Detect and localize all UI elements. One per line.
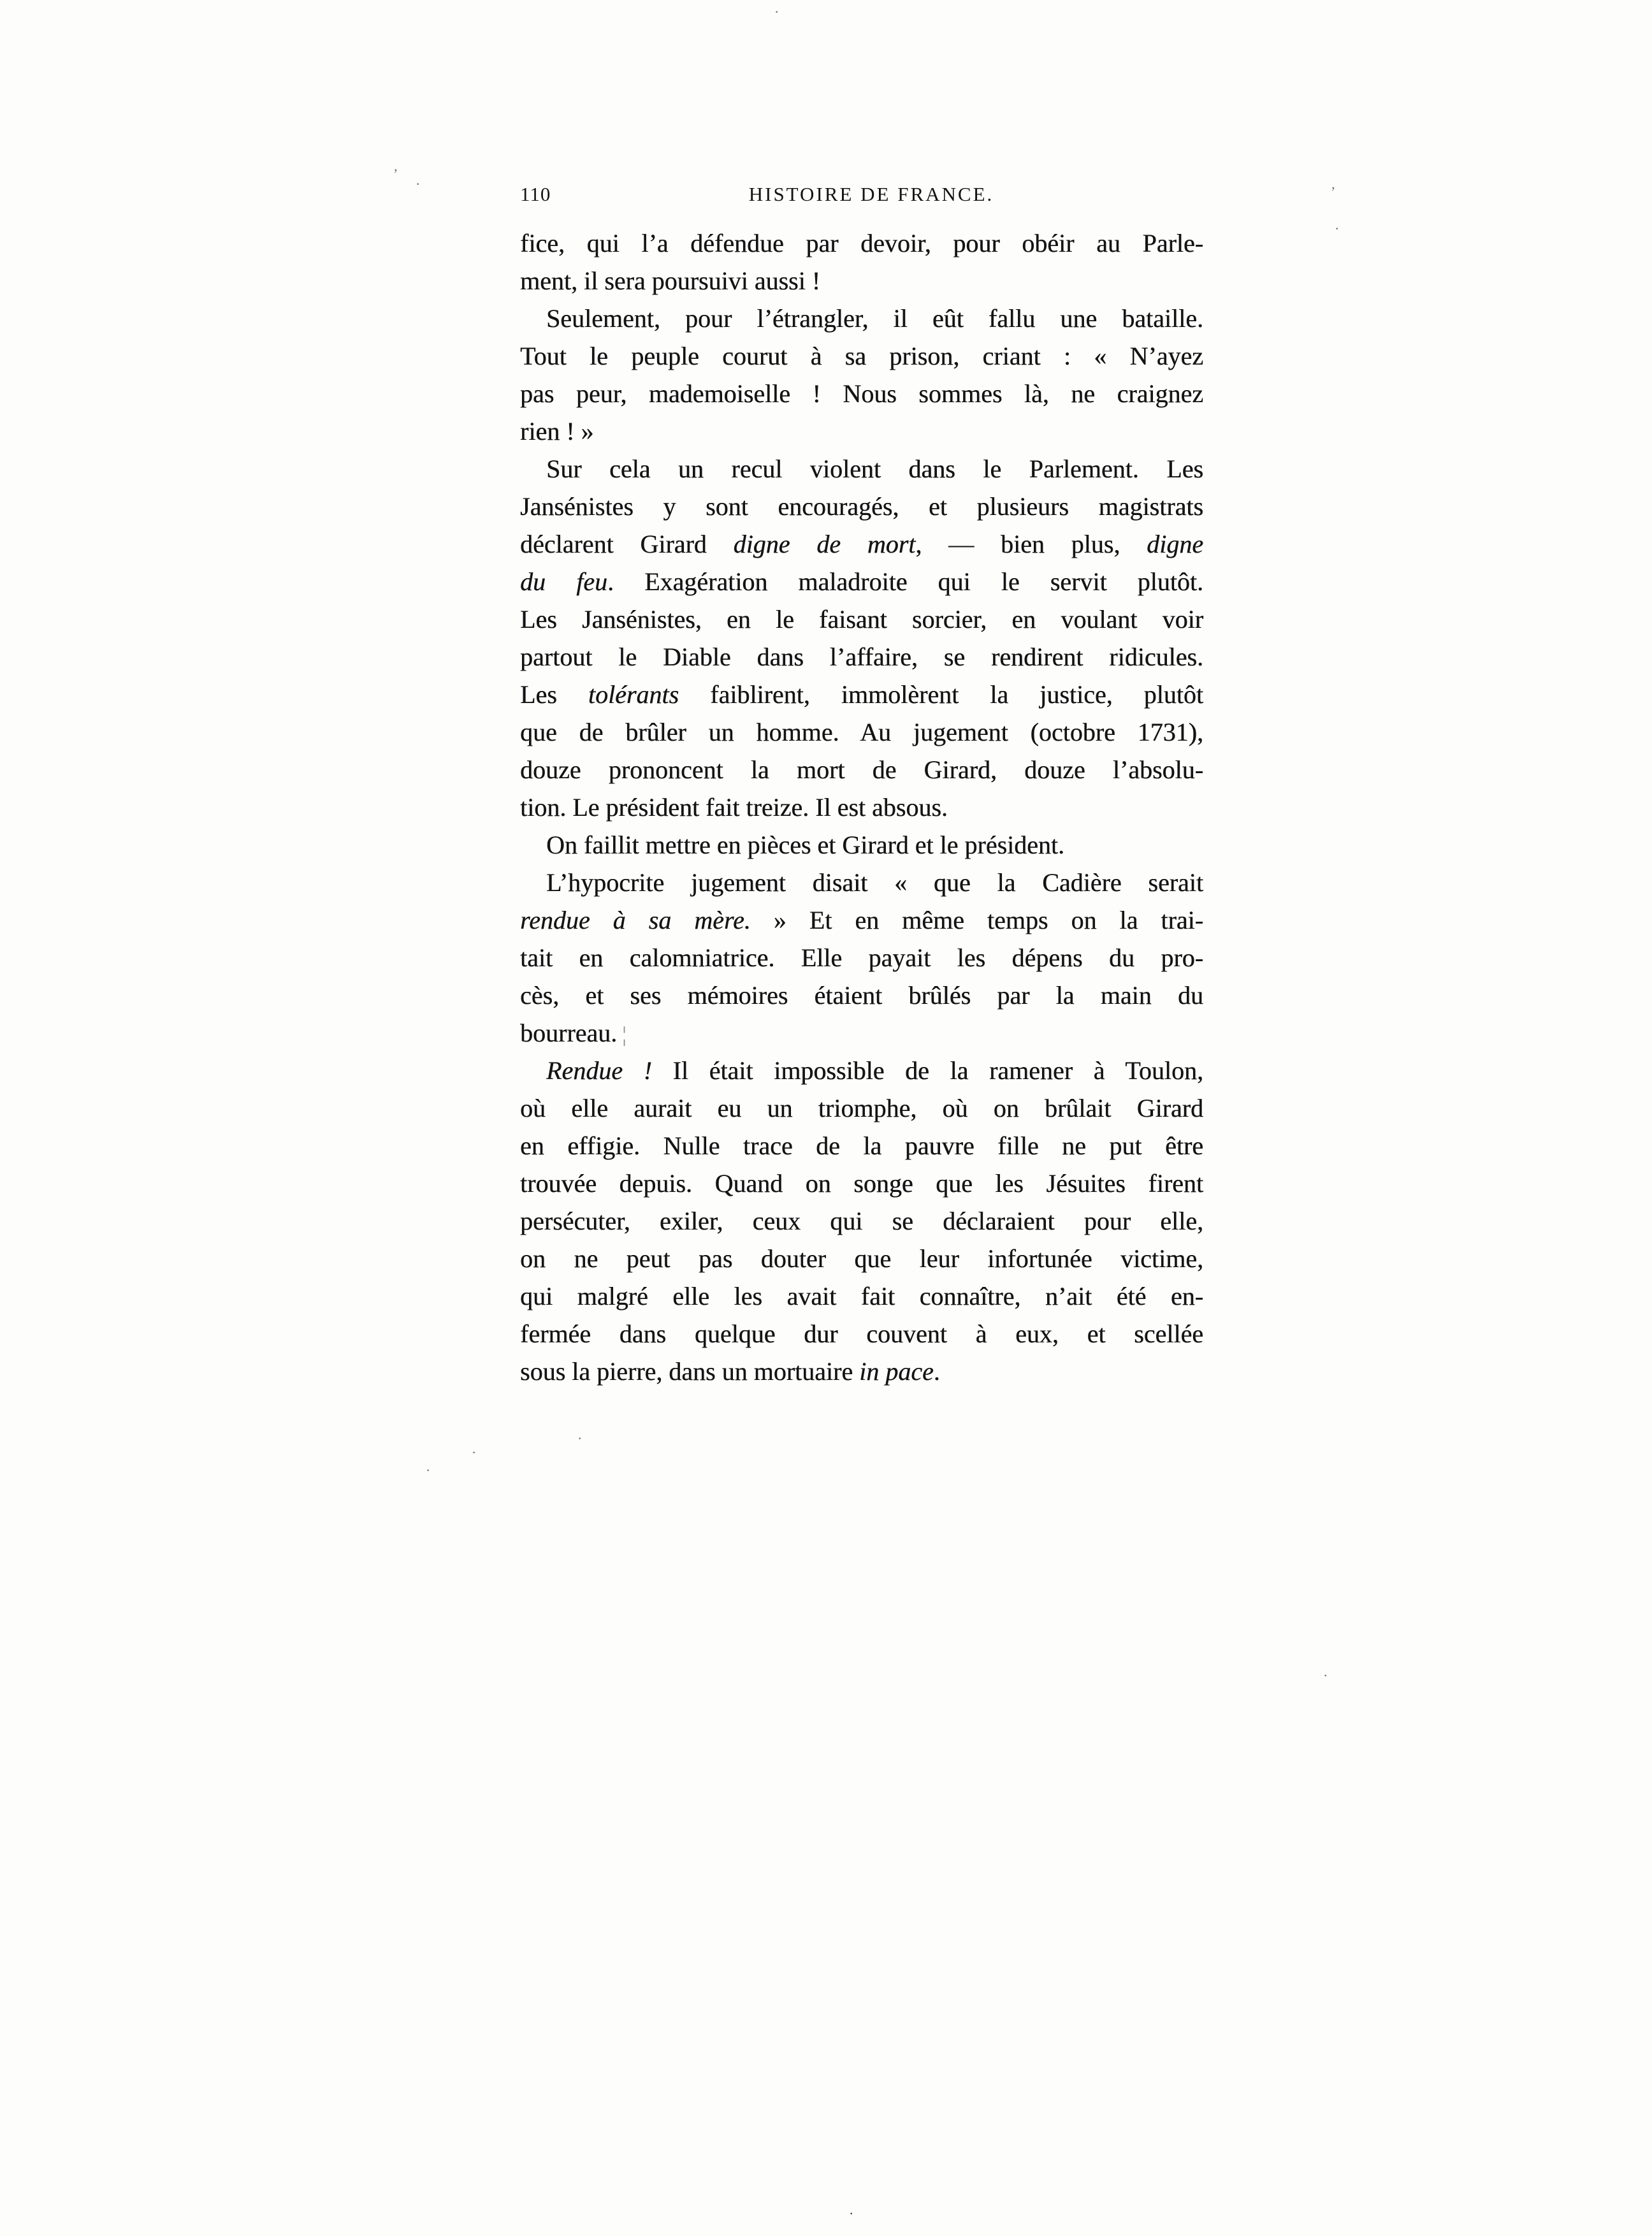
text-line <box>520 751 1203 788</box>
text-line <box>520 375 1203 412</box>
text-line <box>520 412 1203 450</box>
text-segment: déclarent Girard <box>520 530 734 558</box>
italic-text: du feu <box>520 567 607 596</box>
text-line <box>520 525 1203 563</box>
text-segment: Jansénistes y sont encouragés, et plusieurs magistrats <box>520 492 1203 521</box>
text-line <box>520 563 1203 600</box>
text-line <box>520 976 1203 1014</box>
scan-speck: ’ <box>393 166 398 182</box>
text-segment: faiblirent, immolèrent la justice, plutôt <box>679 680 1203 709</box>
text-line <box>520 337 1203 375</box>
italic-text: rendue à sa mère. <box>520 906 751 934</box>
text-segment: qui malgré elle les avait fait connaître, n’ait été en- <box>520 1282 1203 1310</box>
italic-text: digne de mort <box>733 530 916 558</box>
scan-speck: · <box>416 176 421 192</box>
scan-speck: · <box>774 4 779 20</box>
text-segment: sous la pierre, dans un mortuaire <box>520 1357 860 1386</box>
scan-artifact: ¦ <box>622 1023 625 1047</box>
text-line <box>520 1165 1203 1202</box>
text-line <box>520 300 1203 337</box>
text-line <box>520 1127 1203 1165</box>
text-segment: douze prononcent la mort de Girard, douze l’absolu- <box>520 755 1203 784</box>
text-line <box>520 939 1203 976</box>
page-number: 110 <box>520 183 551 205</box>
text-line <box>520 1052 1203 1089</box>
text-line <box>520 713 1203 751</box>
text-line <box>520 262 1203 300</box>
scan-speck: · <box>849 2205 854 2221</box>
italic-text: in pace <box>859 1357 934 1386</box>
italic-text: digne <box>1147 530 1203 558</box>
text-segment: ment, il sera poursuivi aussi ! <box>520 266 821 295</box>
text-segment: bourreau. <box>520 1019 618 1047</box>
text-segment: . Exagération maladroite qui le servit plutôt. <box>607 567 1203 596</box>
text-line <box>520 1202 1203 1240</box>
text-segment: on ne peut pas douter que leur infortunée victime, <box>520 1244 1203 1273</box>
italic-text: tolérants <box>588 680 679 709</box>
text-segment: fermée dans quelque dur couvent à eux, et scellée <box>520 1319 1203 1348</box>
text-segment: , — bien plus, <box>915 530 1147 558</box>
text-line <box>520 1353 1203 1390</box>
text-line <box>520 488 1203 525</box>
text-segment: . <box>933 1357 940 1386</box>
text-segment: pas peur, mademoiselle ! Nous sommes là, ne craignez <box>520 379 1203 408</box>
running-title: HISTOIRE DE FRANCE. <box>748 183 994 205</box>
text-line <box>520 1089 1203 1127</box>
scan-speck: · <box>577 1430 583 1446</box>
scan-speck: · <box>1323 1667 1328 1683</box>
text-line <box>520 450 1203 488</box>
text-segment: Tout le peuple courut à sa prison, criant : « N’ayez <box>520 342 1203 370</box>
text-segment: trouvée depuis. Quand on songe que les Jésuites firent <box>520 1169 1203 1198</box>
text-line <box>520 676 1203 713</box>
text-line <box>520 224 1203 262</box>
text-segment: On faillit mettre en pièces et Girard et le président. <box>546 831 1065 859</box>
text-line <box>520 638 1203 676</box>
text-segment: que de brûler un homme. Au jugement (octobre 1731), <box>520 718 1203 746</box>
text-line <box>520 600 1203 638</box>
scan-speck: · <box>426 1462 431 1478</box>
text-segment: persécuter, exiler, ceux qui se déclaraient pour elle, <box>520 1207 1203 1235</box>
text-line <box>520 901 1203 939</box>
text-line <box>520 826 1203 864</box>
text-segment: » Et en même temps on la trai- <box>750 906 1203 934</box>
text-segment: rien ! » <box>520 417 594 446</box>
text-segment: Seulement, pour l’étrangler, il eût fallu une bataille. <box>546 304 1203 333</box>
text-line <box>520 1014 1203 1052</box>
text-line <box>520 1315 1203 1353</box>
text-block <box>520 224 1203 1390</box>
text-segment: Les Jansénistes, en le faisant sorcier, en voulant voir <box>520 605 1203 634</box>
text-segment: fice, qui l’a défendue par devoir, pour obéir au Parle- <box>520 229 1203 258</box>
text-segment: en effigie. Nulle trace de la pauvre fille ne put être <box>520 1131 1203 1160</box>
running-header <box>520 182 1203 208</box>
text-line <box>520 1277 1203 1315</box>
text-segment: tion. Le président fait treize. Il est absous. <box>520 793 948 822</box>
text-segment: L’hypocrite jugement disait « que la Cadière serait <box>546 868 1203 897</box>
text-segment: tait en calomniatrice. Elle payait les dépens du pro- <box>520 943 1203 972</box>
text-segment: partout le Diable dans l’affaire, se rendirent ridicules. <box>520 642 1203 671</box>
scan-speck: ’ <box>1331 184 1336 200</box>
text-segment: Sur cela un recul violent dans le Parlement. Les <box>546 454 1203 483</box>
text-segment: Il était impossible de la ramener à Toulon, <box>651 1056 1204 1085</box>
text-line <box>520 1240 1203 1277</box>
scan-speck: · <box>1335 221 1340 236</box>
text-line <box>520 788 1203 826</box>
text-segment: où elle aurait eu un triomphe, où on brûlait Girard <box>520 1094 1203 1122</box>
text-segment: Les <box>520 680 588 709</box>
text-segment: cès, et ses mémoires étaient brûlés par la main du <box>520 981 1203 1010</box>
italic-text: Rendue ! <box>546 1056 652 1085</box>
scan-speck: · <box>472 1444 477 1460</box>
text-line <box>520 864 1203 901</box>
